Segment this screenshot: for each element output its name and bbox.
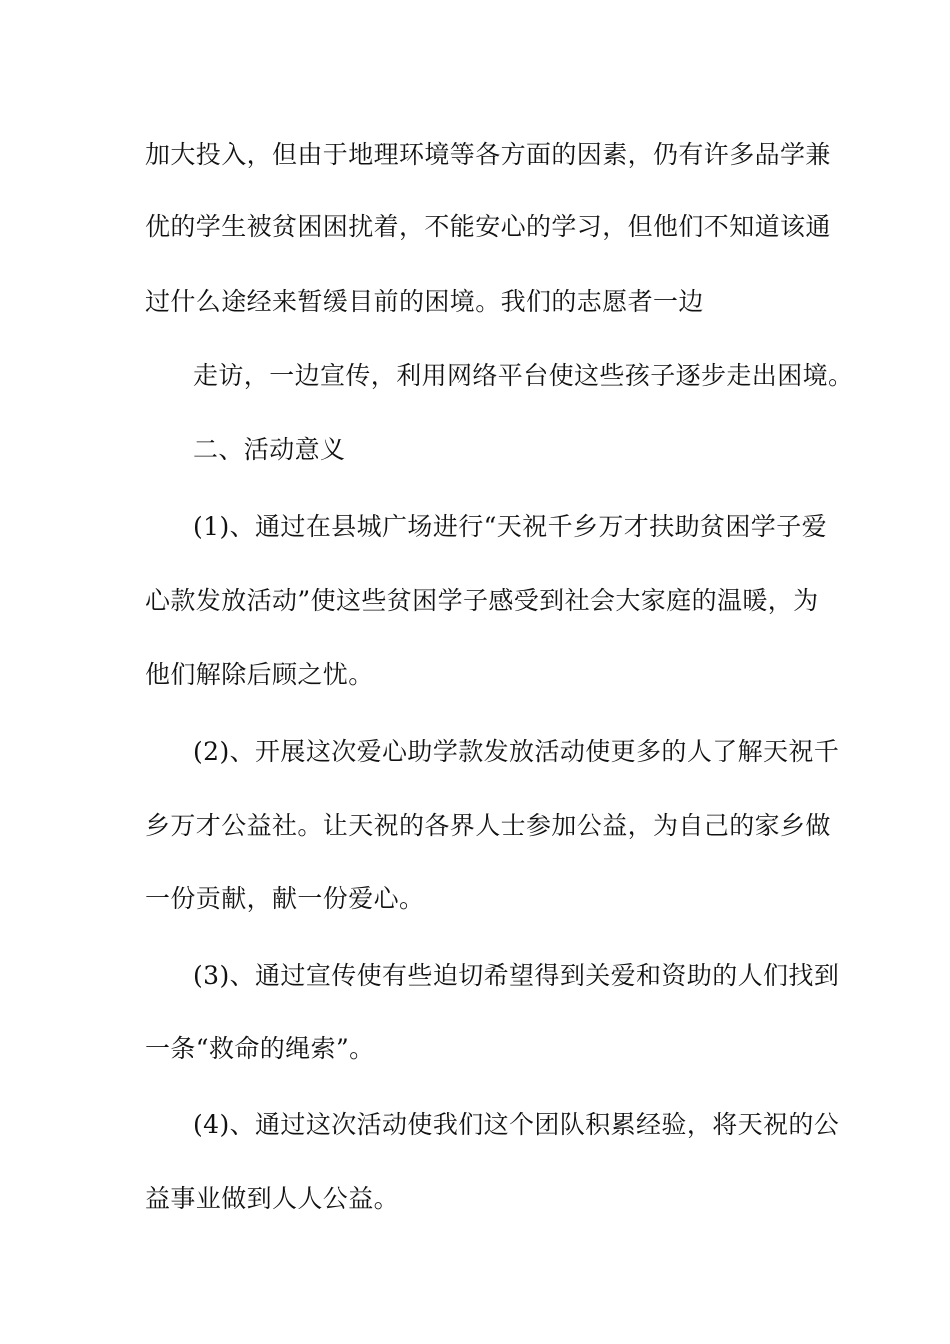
paragraph-line: 优的学生被贫困困扰着，不能安心的学习，但他们不知道该通 [145,212,831,241]
paragraph-line: 一份贡献，献一份爱心。 [145,884,425,913]
paragraph-line: 益事业做到人人公益。 [145,1184,400,1213]
paragraph-line: 走访，一边宣传，利用网络平台使这些孩子逐步走出困境。 [193,361,854,390]
paragraph-line: (4)、通过这次活动使我们这个团队积累经验，将天祝的公 [193,1110,840,1139]
paragraph-line: 乡万才公益社。让天祝的各界人士参加公益，为自己的家乡做 [145,811,831,840]
paragraph-line: 过什么途经来暂缓目前的困境。我们的志愿者一边 [145,287,704,316]
paragraph-line: 他们解除后顾之忧。 [145,660,374,689]
paragraph-line: (1)、通过在县城广场进行“天祝千乡万才扶助贫困学子爱 [193,512,827,541]
paragraph-line: 一条“救命的绳索”。 [145,1034,375,1063]
paragraph-line: (3)、通过宣传使有些迫切希望得到关爱和资助的人们找到 [193,961,840,990]
paragraph-line: (2)、开展这次爱心助学款发放活动使更多的人了解天祝千 [193,737,840,766]
paragraph-line: 加大投入，但由于地理环境等各方面的因素，仍有许多品学兼 [145,140,831,169]
section-heading: 二、活动意义 [193,435,346,464]
paragraph-line: 心款发放活动”使这些贫困学子感受到社会大家庭的温暖，为 [145,586,819,615]
